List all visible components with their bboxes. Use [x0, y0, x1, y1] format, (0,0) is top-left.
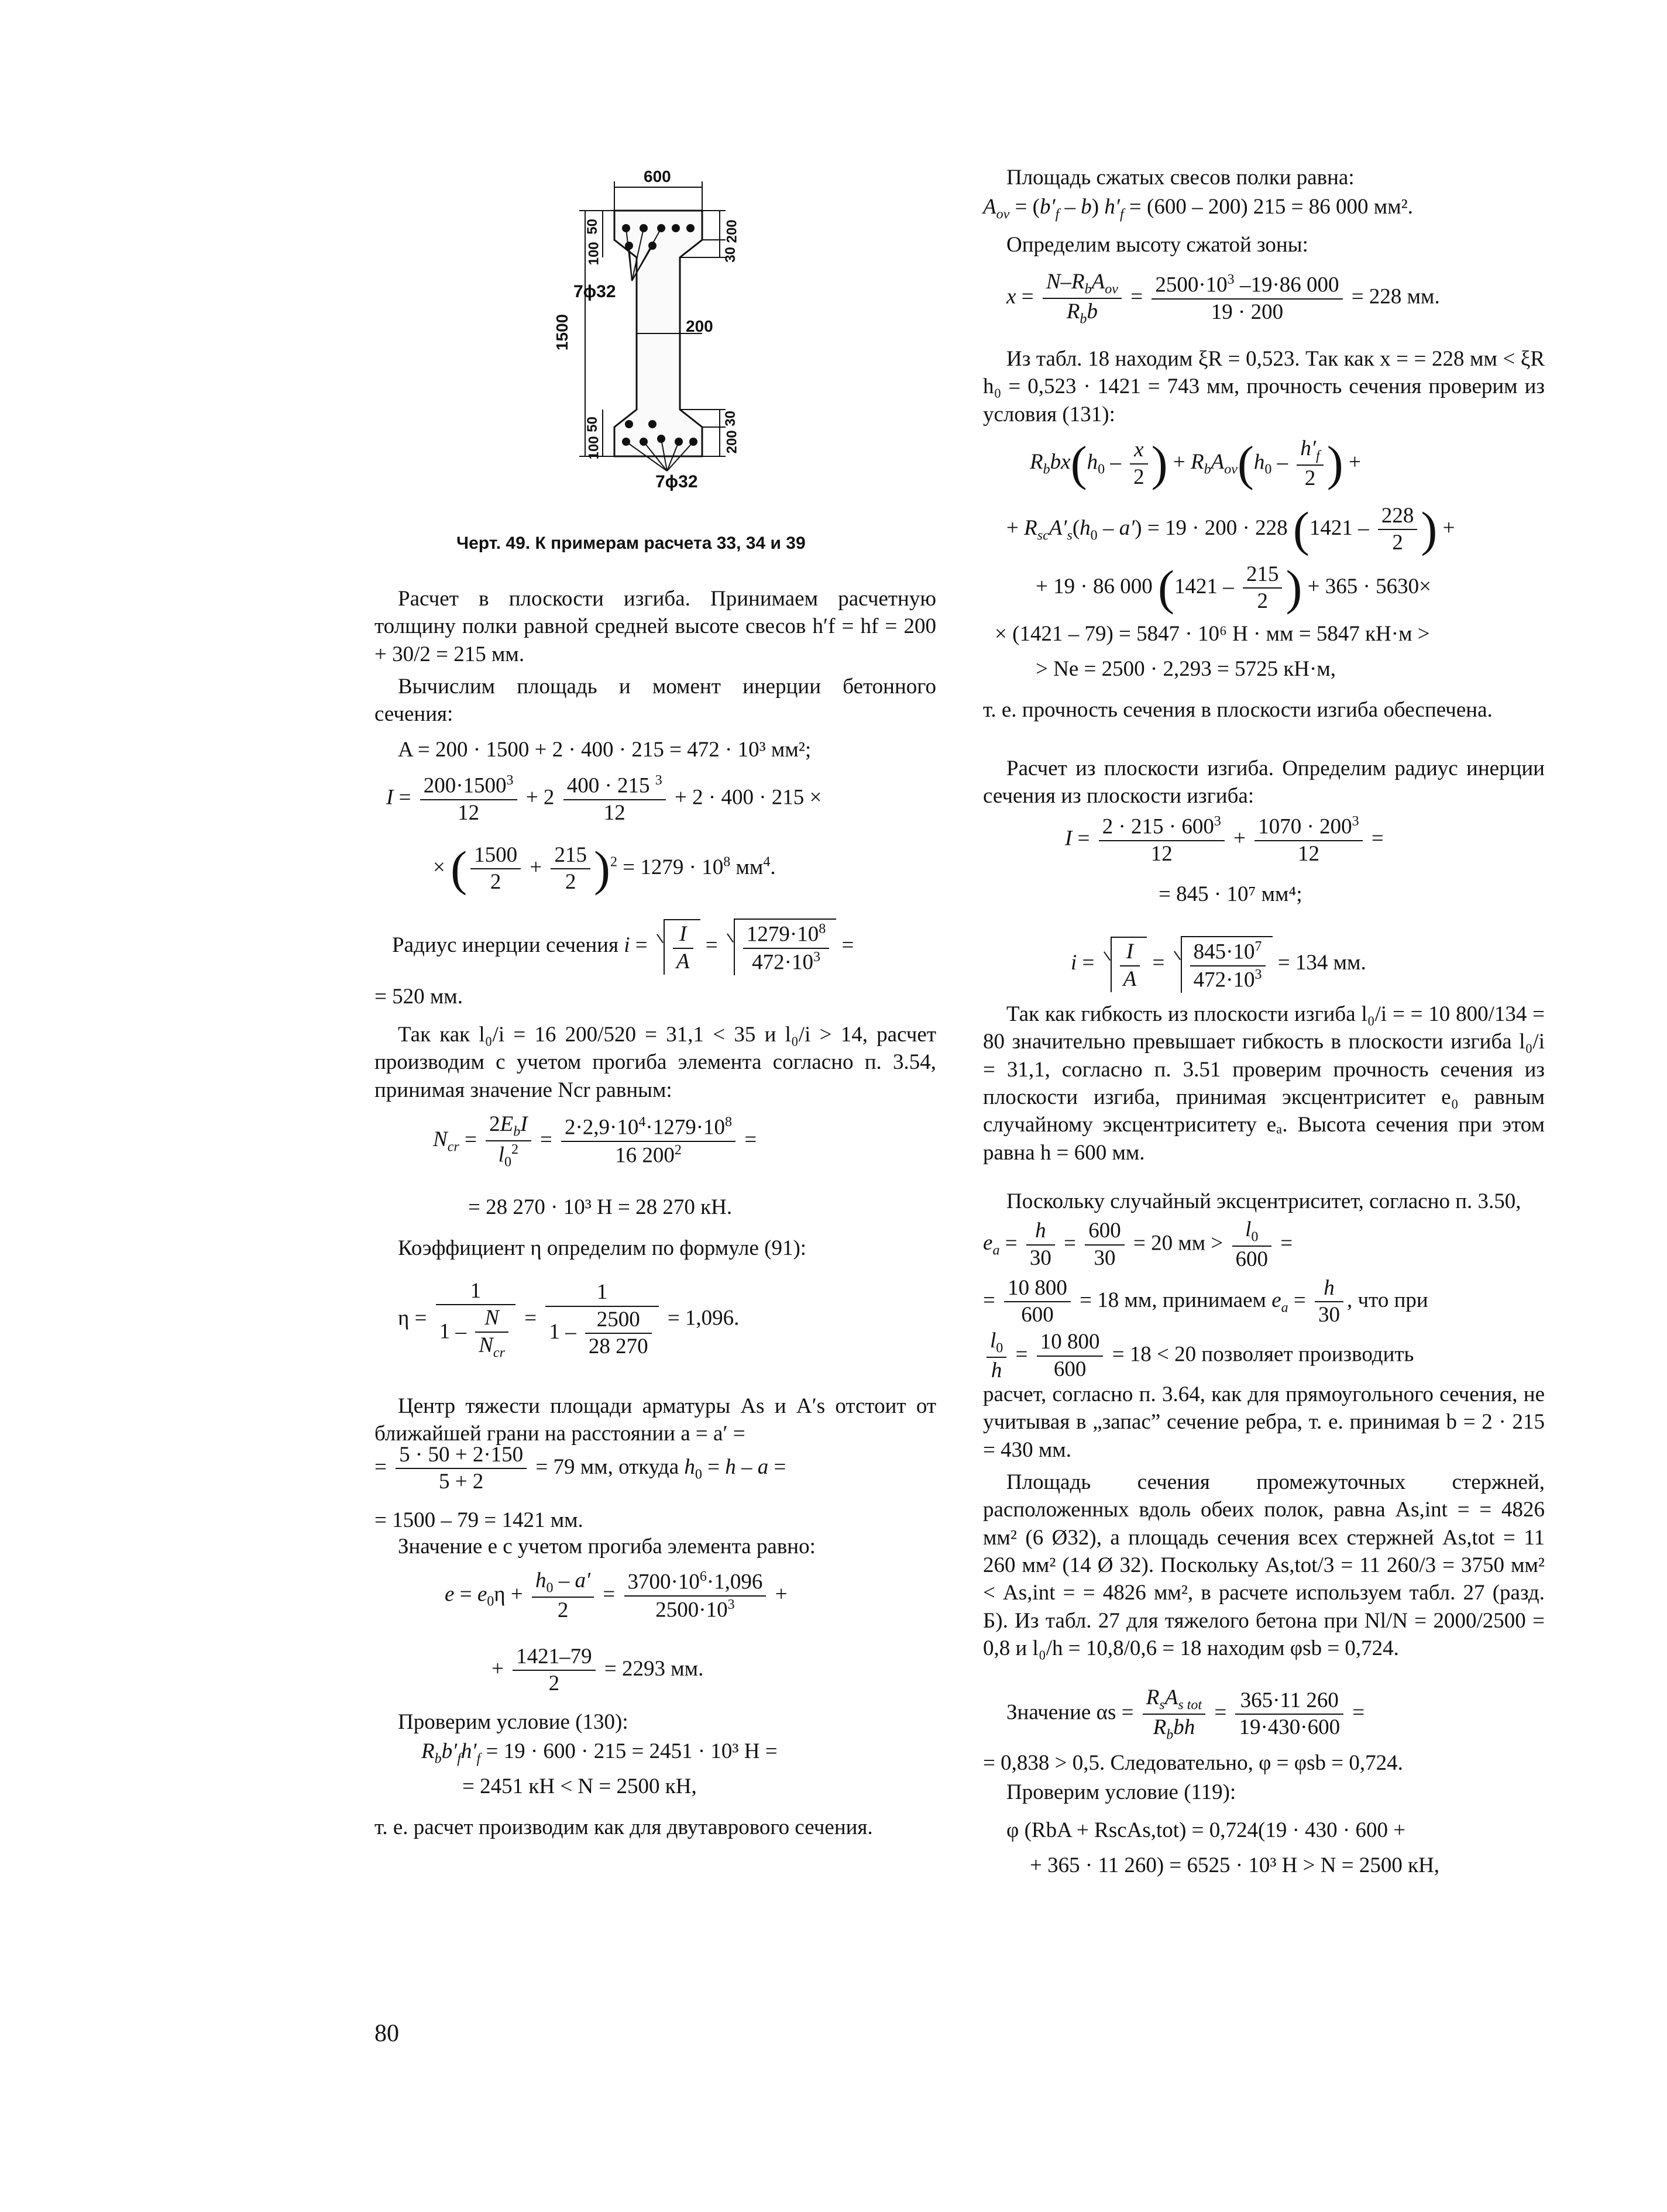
right-p7a: Поскольку случайный эксцентриситет, согласно п. 3.50,: [1006, 1189, 1521, 1213]
dim-total-height: 1500: [553, 314, 572, 351]
right-p4: т. е. прочность сечения в плоскости изгиба обеспечена.: [983, 698, 1493, 722]
eq-area: A = 200 · 1500 + 2 · 400 · 215 = 472 · 10³ мм²;: [398, 738, 812, 762]
left-p5: Центр тяжести площади арматуры As и A′s отстоит от ближайшей грани на расстоянии a = a′ =: [374, 1394, 936, 1446]
figure-caption: Черт. 49. К примерам расчета 33, 34 и 39: [456, 534, 806, 553]
eq-I-out-2: = 845 · 10⁷ мм⁴;: [1159, 882, 1302, 906]
rebar-label-bottom: 7ϕ32: [655, 472, 698, 491]
right-p9: Проверим условие (119):: [1006, 1780, 1236, 1804]
eq-131-2: + $R_{sc}A'_s(h_0 - a') = 19 \cdot 200 \cdot 228$ (1421 – $\frac{228}{2}$ ) +: [1006, 502, 1455, 557]
right-p6: Так как гибкость из плоскости изгиба l₀/i = = 10 800/134 = 80 значительно превышает гибкость в плоскости изгиба l₀/i = 31,1, согласно п. 3.51 проверим прочность сечения из плоскости изгиба, принимая эксцентриситет e₀ равным случайному эксцентриситету eₐ. Высота сечения при этом равна h = 600 мм.: [983, 1002, 1545, 1165]
right-p2: Определим высоту сжатой зоны:: [1006, 233, 1308, 257]
eq-inertia-2: × ( $\frac{1500}{2}$ + $\frac{215}{2}$ )$^2 = 1279 \cdot 10^8$ $мм^4$.: [433, 841, 776, 896]
dim-flange-50: 50: [584, 219, 600, 235]
eq-radius: Радиус инерции сечения i = $\frac{I}{A}$ = $\frac{1279\cdot 10^8}{472\cdot 10^3}$ =: [392, 918, 936, 975]
dim-flange-200: 200: [724, 219, 740, 243]
dim-bottom-200: 200: [724, 430, 740, 454]
eq-ea-2: = $\frac{10 800}{600}$ = 18 мм, принимаем $e_a$ = $\frac{h}{30}$ , что при: [983, 1276, 1428, 1327]
eq-ea-1: $e_a$ = $\frac{h}{30}$ = $\frac{600}{30}$ = 20 мм > $\frac{l_0}{600}$ =: [983, 1217, 1293, 1272]
eq-119-1: φ (RbA + RscAs,tot) = 0,724(19 · 430 · 600 +: [1006, 1818, 1406, 1842]
eq-radius-2: = 520 мм.: [374, 985, 463, 1009]
eq-131-4: × (1421 – 79) = 5847 · 10⁶ Н · мм = 5847 кН·м >: [995, 622, 1430, 646]
eq-131-5: > Ne = 2500 · 2,293 = 5725 кН·м,: [1036, 657, 1336, 681]
eq-ncr-2: = 28 270 · 10³ Н = 28 270 кН.: [468, 1195, 733, 1219]
eq-119-2: + 365 · 11 260) = 6525 · 10³ Н > N = 2500 кН,: [1030, 1853, 1440, 1877]
dim-bottom-100: 100: [586, 436, 602, 460]
eq-eta: η = 1 1 – $\frac{N}{N_{cr}}$ = 1 1 – $\frac{2500}{28 270}$ = 1,096.: [398, 1279, 740, 1361]
left-p2: Вычислим площадь и момент инерции бетонного сечения:: [374, 675, 936, 727]
eq-ncr-1: $N_{cr}$ = $\frac{2E_bI}{l_0^2}$ = $\frac{2\cdot 2,9\cdot 10^4\cdot 1279\cdot 10^8}{16 200^2}$ =: [433, 1112, 757, 1170]
dim-web: 200: [686, 317, 713, 335]
figure-i-beam: [527, 167, 772, 497]
left-p6: Значение e с учетом прогиба элемента равно:: [398, 1535, 816, 1559]
eq-I-out: I = $\frac{2 \cdot 215 \cdot 600^3}{12}$ + $\frac{1070 \cdot 200^3}{12}$ =: [1065, 814, 1384, 866]
dim-top-width: 600: [644, 167, 671, 185]
eq-alpha-2: = 0,838 > 0,5. Следовательно, φ = φsb = 0,724.: [983, 1751, 1403, 1775]
eq-131-3: + 19 · 86 000 (1421 – $\frac{215}{2}$ ) + 365 · 5630×: [1036, 560, 1431, 615]
eq-i-out: i = $\frac{I}{A}$ = $\frac{845\cdot 10^7}{472\cdot 10^3}$ = 134 мм.: [1071, 936, 1545, 993]
right-p5: Расчет из плоскости изгиба. Определим радиус инерции сечения из плоскости изгиба:: [983, 756, 1545, 809]
eq-131-1: $R_bbx(h_0$ – $\frac{x}{2}$ ) + $R_bA_{ov}(h_0$ – $\frac{h'_f}{2}$ ) +: [1030, 436, 1361, 491]
left-p4: Коэффициент η определим по формуле (91):: [398, 1236, 807, 1260]
dim-bottom-30: 30: [722, 411, 738, 426]
eq-a: = $\frac{5 \cdot 50 + 2\cdot 150}{5 + 2}$ = 79 мм, откуда $h_0 = h - a$ =: [374, 1443, 786, 1494]
dim-flange-30: 30: [722, 247, 738, 263]
page-number: 80: [374, 2020, 399, 2047]
dim-bottom-50: 50: [584, 417, 600, 432]
eq-alpha: Значение αs = $\frac{R_sA_{s tot}}{R_bbh}$ = $\frac{365\cdot 11 260}{19\cdot 430\cdot 600}$ =: [1006, 1685, 1365, 1743]
right-p1: Площадь сжатых свесов полки равна:: [1006, 166, 1355, 190]
eq-aov: $A_{ov} = (b'_f - b) h'_f = (600 - 200) 215 = 86$ 000 мм².: [983, 195, 1413, 222]
right-p3: Из табл. 18 находим ξR = 0,523. Так как x = = 228 мм < ξR h₀ = 0,523 · 1421 = 743 мм, прочность сечения проверим из условия (131):: [983, 347, 1545, 426]
right-p7b: расчет, согласно п. 3.64, как для прямоугольного сечения, не учитывая в „запас” сечение ребра, т. е. принимая b = 2 · 215 = 430 мм.: [983, 1382, 1545, 1462]
eq-e-1: $e = e_0\eta$ + $\frac{h_0 - a'}{2}$ = $\frac{3700\cdot 10^6\cdot 1,096}{2500\cdot 10^3}$ +: [445, 1568, 788, 1623]
eq-inertia-1: I = $\frac{200\cdot 1500^3}{12}$ + 2 $\frac{400 \cdot 215 ^3}{12}$ + 2 · 400 · 215 ×: [386, 773, 822, 825]
dim-flange-100: 100: [586, 242, 602, 266]
left-p7: Проверим условие (130):: [398, 1710, 628, 1734]
eq-130-1: $R_bb'_fh'_f = 19 \cdot 600 \cdot 215 = 2451 \cdot 10^3$ Н =: [421, 1739, 778, 1767]
eq-x: x = $\frac{N-R_bA_{ov}}{R_bb}$ = $\frac{2500\cdot 10^3 -19\cdot 86 000}{19 \cdot 200}$ = 228 мм.: [1006, 270, 1440, 327]
left-p8: т. е. расчет производим как для двутаврового сечения.: [374, 1815, 873, 1839]
left-p3: Так как l₀/i = 16 200/520 = 31,1 < 35 и l₀/i > 14, расчет производим с учетом прогиба элемента согласно п. 3.54, принимая значение Ncr равным:: [374, 1023, 936, 1102]
left-p1: Расчет в плоскости изгиба. Принимаем расчетную толщину полки равной средней высоте свесов h′f = hf = 200 + 30/2 = 215 мм.: [374, 587, 936, 666]
eq-ea-3: $\frac{l_0}{h}$ = $\frac{10 800}{600}$ = 18 < 20 позволяет производить: [983, 1328, 1545, 1384]
eq-e-2: + $\frac{1421-79}{2}$ = 2293 мм.: [491, 1645, 704, 1696]
rebar-label-top: 7ϕ32: [573, 282, 616, 301]
eq-h0: = 1500 – 79 = 1421 мм.: [374, 1508, 583, 1532]
eq-130-2: = 2451 кН < N = 2500 кН,: [462, 1774, 697, 1798]
right-p8: Площадь сечения промежуточных стержней, расположенных вдоль обеих полок, равна As,int = = 4826 мм² (6 Ø32), а площадь сечения всех стержней As,tot = 11 260 мм² (14 Ø 32). Поскольку As,tot/3 = 11 260/3 = 3750 мм² < As,int = = 4826 мм², в расчете используем табл. 27 (разд. Б). Из табл. 27 для тяжелого бетона при Nl/N = 2000/2500 = 0,8 и l₀/h = 10,8/0,6 = 18 находим φsb = 0,724.: [983, 1470, 1545, 1661]
